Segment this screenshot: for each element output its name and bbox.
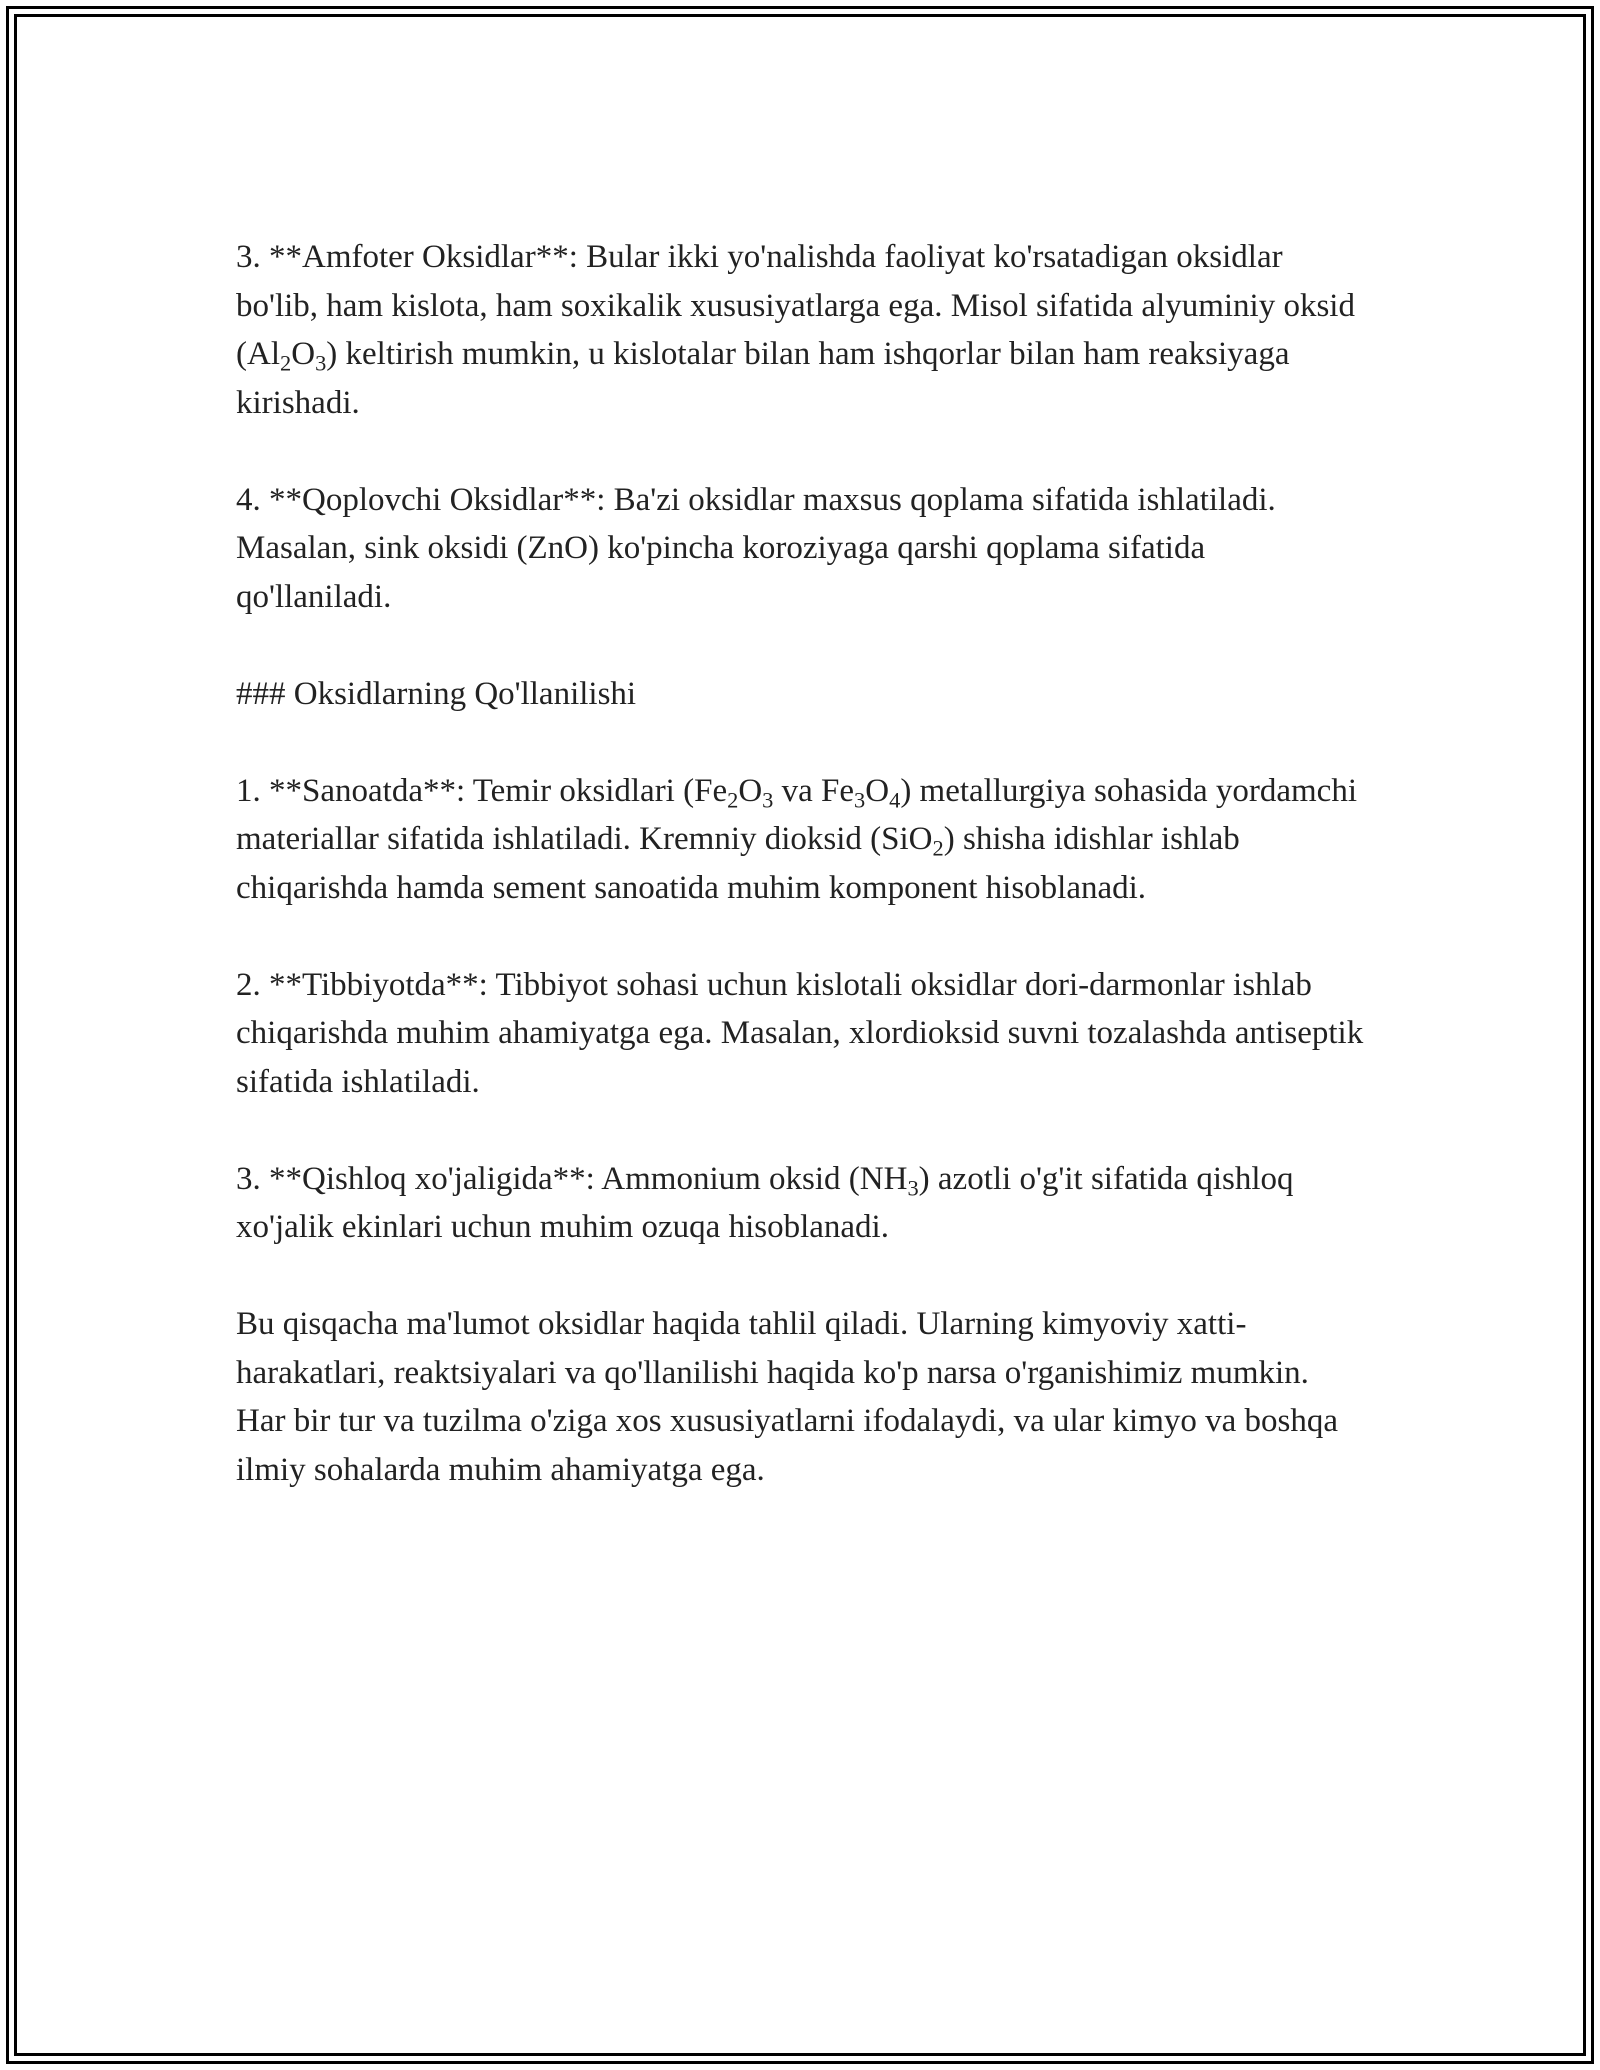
text-run: O [291,336,316,372]
text-run: ) metallurgiya sohasida yordamchi materiallar sifatida ishlatiladi. Kremniy dioksid (SiO [236,772,1357,857]
subscript: 3 [315,350,327,376]
paragraph-agriculture [236,1155,1366,1252]
text-run: Bu qisqacha ma'lumot oksidlar haqida tahlil qiladi. Ularning kimyoviy xatti-harakatlari, reaktsiyalari va qo'llanilishi haqida ko'p narsa o'rganishimiz mumkin. Har bir tur va tuzilma o'ziga xos xususiyatlarni ifodalaydi, va ular kimyo va boshqa ilmiy sohalarda muhim ahamiyatga ega. [236,1306,1339,1488]
paragraph-industry [236,767,1366,913]
subscript: 4 [889,787,901,813]
subscript: 2 [727,787,739,813]
text-run: ) shisha idishlar ishlab chiqarishda hamda sement sanoatida muhim komponent hisoblanadi. [236,821,1240,906]
text-run: 1. **Sanoatda**: Temir oksidlari (Fe [236,772,728,809]
subscript: 3 [854,787,866,813]
paragraph-coating-oxides [236,476,1366,622]
section-heading-applications [236,670,1366,719]
text-run: va Fe [773,772,855,809]
text-run: ) keltirish mumkin, u kislotalar bilan ham ishqorlar bilan ham reaksiyaga kirishadi. [236,336,1290,421]
subscript: 3 [762,787,774,813]
document-body [236,233,1366,1494]
text-run: 2. **Tibbiyotda**: Tibbiyot sohasi uchun kislotali oksidlar dori-darmonlar ishlab chiqarishda muhim ahamiyatga ega. Masalan, xlordioksid suvni tozalashda antiseptik sifatida ishlatiladi. [236,966,1364,1100]
text-run: 3. **Qishloq xo'jaligida**: Ammonium oksid (NH [236,1160,908,1197]
text-run: O [865,772,890,809]
text-run: 4. **Qoplovchi Oksidlar**: Ba'zi oksidlar maxsus qoplama sifatida ishlatiladi. Masalan, sink oksidi (ZnO) ko'pincha koroziyaga qarshi qoplama sifatida qo'llaniladi. [236,481,1276,615]
subscript: 2 [280,350,292,376]
text-run: O [738,772,763,809]
paragraph-conclusion [236,1300,1366,1494]
text-run: 3. **Amfoter Oksidlar**: Bular ikki yo'nalishda faoliyat ko'rsatadigan oksidlar bo'lib, ham kislota, ham soxikalik xususiyatlarga ega. Misol sifatida alyuminiy oksid (Al [236,239,1355,372]
paragraph-amphoteric-oxides [236,233,1366,427]
paragraph-medicine [236,961,1366,1107]
subscript: 2 [932,835,944,861]
text-run: ) azotli o'g'it sifatida qishloq xo'jalik ekinlari uchun muhim ozuqa hisoblanadi. [236,1160,1294,1245]
heading-text: ### Oksidlarning Qo'llanilishi [236,675,637,712]
subscript: 3 [907,1175,919,1201]
